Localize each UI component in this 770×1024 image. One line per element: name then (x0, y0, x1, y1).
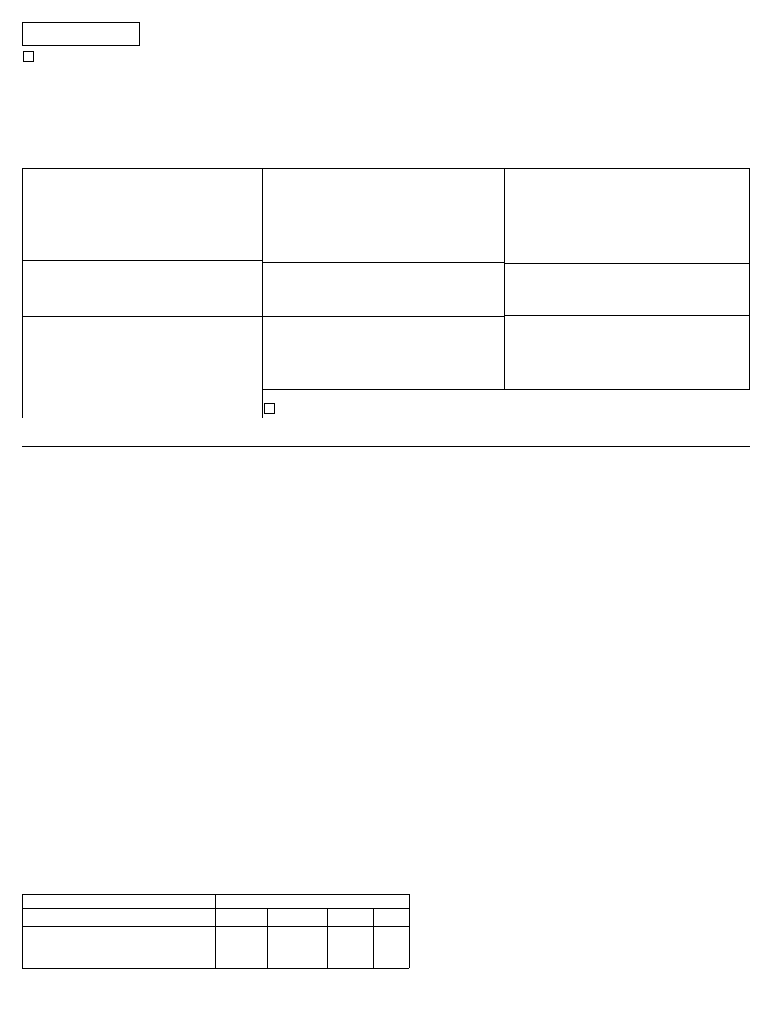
grid-line (22, 968, 409, 969)
grid-line (505, 263, 749, 264)
grid-line (22, 260, 262, 261)
no-longer-subject-checkbox-text (23, 51, 151, 64)
form-label-box (22, 22, 140, 46)
grid-line (327, 908, 328, 968)
grid-line (373, 908, 374, 968)
grid-line (22, 168, 750, 169)
grid-line (262, 262, 504, 263)
grid-line (749, 168, 750, 390)
grid-line (262, 389, 749, 390)
grid-line (22, 894, 23, 968)
grid-line (22, 446, 750, 447)
grid-line (262, 168, 263, 418)
grid-line (504, 168, 505, 390)
grid-line (504, 315, 749, 316)
grid-line (22, 168, 23, 418)
grid-line (215, 894, 216, 968)
grid-line (267, 908, 268, 968)
rule-10b5-checkbox[interactable] (264, 403, 275, 414)
grid-line (409, 894, 410, 968)
rule-text (264, 403, 750, 417)
no-longer-subject-checkbox[interactable] (23, 51, 34, 62)
grid-line (22, 316, 504, 317)
